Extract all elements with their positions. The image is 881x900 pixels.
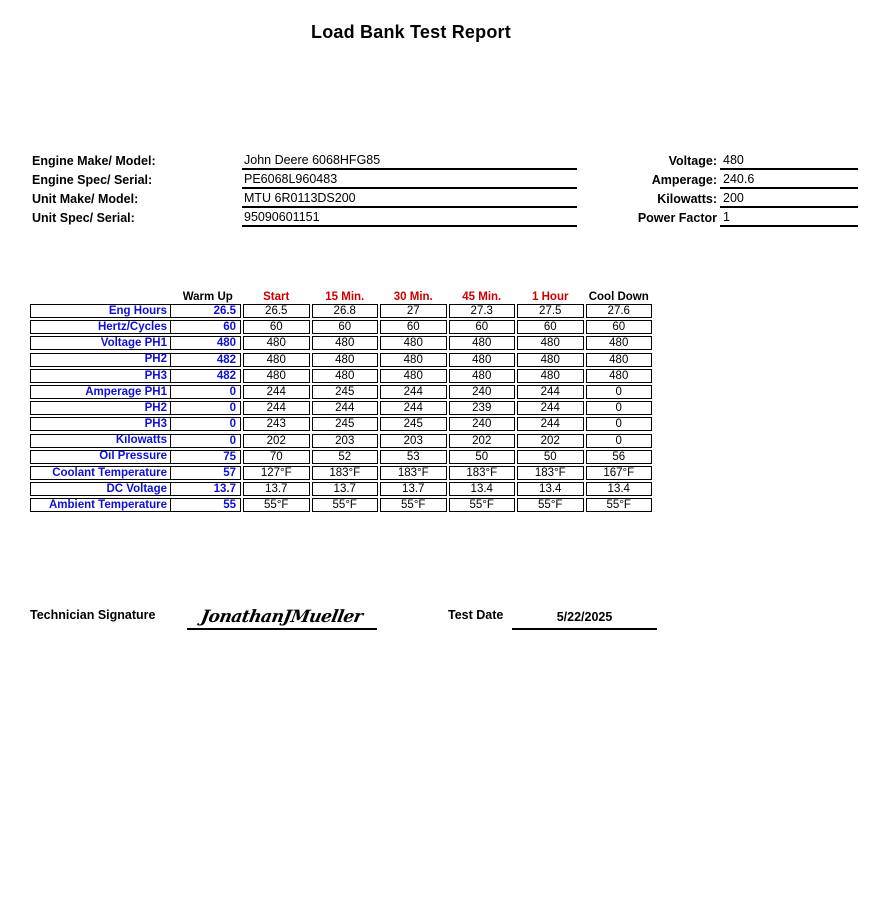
engine-spec-serial-value: PE6068L960483	[242, 171, 577, 189]
row-label-group	[30, 353, 241, 367]
warm-up-cell: 60	[223, 321, 236, 334]
cell-30-min-: 13.7	[380, 482, 447, 496]
unit-make-model-label: Unit Make/ Model:	[32, 192, 139, 206]
kilowatts-value: 200	[720, 190, 858, 208]
technician-signature-value: JonathanJMueller	[199, 607, 365, 627]
power-factor-value: 1	[720, 209, 858, 227]
cell-45-min-: 480	[449, 336, 516, 350]
table-row	[30, 434, 655, 448]
table-row	[30, 304, 655, 318]
cell-cool-down: 0	[586, 401, 653, 415]
row-label: PH3	[31, 418, 171, 430]
electrical-fields	[580, 152, 858, 228]
cell-15-min-: 244	[312, 401, 379, 415]
row-label: PH2	[31, 402, 171, 414]
cell-30-min-: 480	[380, 369, 447, 383]
cell-start: 243	[243, 417, 310, 431]
engine-spec-serial-label: Engine Spec/ Serial:	[32, 173, 153, 187]
field-row	[580, 190, 858, 209]
cell-cool-down: 480	[586, 353, 653, 367]
cell-30-min-: 244	[380, 385, 447, 399]
warm-up-cell: 13.7	[213, 483, 236, 496]
cell-15-min-: 13.7	[312, 482, 379, 496]
row-label: Voltage PH1	[31, 337, 171, 349]
cell-1-hour: 183°F	[517, 466, 584, 480]
cell-cool-down: 55°F	[586, 498, 653, 512]
test-date-label: Test Date	[448, 608, 504, 622]
column-header-15-min-: 15 Min.	[325, 291, 365, 303]
test-date-line	[512, 598, 657, 630]
cell-1-hour: 480	[517, 369, 584, 383]
field-row	[580, 152, 858, 171]
warm-up-cell: 55	[223, 499, 236, 512]
engine-unit-fields	[32, 152, 578, 228]
table-row	[30, 336, 655, 350]
cell-cool-down: 27.6	[586, 304, 653, 318]
amperage-value: 240.6	[720, 171, 858, 189]
warm-up-cell: 480	[216, 337, 236, 350]
row-label-group	[30, 434, 241, 448]
cell-45-min-: 240	[449, 385, 516, 399]
row-label: Oil Pressure	[31, 451, 171, 463]
cell-start: 202	[243, 434, 310, 448]
cell-30-min-: 203	[380, 434, 447, 448]
test-date-value: 5/22/2025	[556, 610, 613, 624]
engine-make-model-label: Engine Make/ Model:	[32, 154, 156, 168]
warm-up-cell: 0	[229, 418, 236, 431]
table-row	[30, 417, 655, 431]
table-row	[30, 466, 655, 480]
cell-start: 244	[243, 385, 310, 399]
field-row	[32, 152, 578, 171]
row-label: Ambient Temperature	[31, 499, 171, 511]
column-header-warm-up: Warm Up	[182, 291, 233, 303]
cell-cool-down: 0	[586, 417, 653, 431]
row-label-group	[30, 482, 241, 496]
cell-45-min-: 480	[449, 353, 516, 367]
cell-45-min-: 50	[449, 450, 516, 464]
table-row	[30, 498, 655, 512]
row-label-group	[30, 498, 241, 512]
cell-start: 127°F	[243, 466, 310, 480]
signature-section	[30, 598, 858, 632]
load-bank-test-table	[30, 290, 655, 514]
cell-cool-down: 56	[586, 450, 653, 464]
cell-cool-down: 0	[586, 385, 653, 399]
cell-start: 13.7	[243, 482, 310, 496]
cell-start: 70	[243, 450, 310, 464]
cell-1-hour: 27.5	[517, 304, 584, 318]
cell-45-min-: 183°F	[449, 466, 516, 480]
cell-15-min-: 52	[312, 450, 379, 464]
field-row	[580, 171, 858, 190]
unit-spec-serial-value: 95090601151	[242, 209, 577, 227]
cell-1-hour: 244	[517, 417, 584, 431]
cell-15-min-: 480	[312, 336, 379, 350]
cell-45-min-: 202	[449, 434, 516, 448]
row-label: PH3	[31, 370, 171, 382]
cell-30-min-: 480	[380, 336, 447, 350]
column-header-start: Start	[263, 291, 290, 303]
cell-1-hour: 244	[517, 401, 584, 415]
row-label: Kilowatts	[31, 435, 171, 447]
row-label-group	[30, 304, 241, 318]
warm-up-cell: 482	[216, 353, 236, 366]
warm-up-cell: 0	[229, 434, 236, 447]
table-row	[30, 450, 655, 464]
cell-15-min-: 245	[312, 385, 379, 399]
unit-make-model-value: MTU 6R0113DS200	[242, 190, 577, 208]
cell-45-min-: 60	[449, 320, 516, 334]
cell-cool-down: 60	[586, 320, 653, 334]
cell-1-hour: 13.4	[517, 482, 584, 496]
row-label-group	[30, 369, 241, 383]
cell-45-min-: 27.3	[449, 304, 516, 318]
cell-15-min-: 55°F	[312, 498, 379, 512]
table-row	[30, 482, 655, 496]
table-body	[30, 304, 655, 512]
field-row	[32, 190, 578, 209]
engine-make-model-value: John Deere 6068HFG85	[242, 152, 577, 170]
row-label-group	[30, 450, 241, 464]
field-row	[580, 209, 858, 228]
cell-cool-down: 13.4	[586, 482, 653, 496]
cell-start: 244	[243, 401, 310, 415]
cell-1-hour: 480	[517, 353, 584, 367]
technician-signature-label: Technician Signature	[30, 608, 156, 622]
cell-1-hour: 50	[517, 450, 584, 464]
cell-45-min-: 55°F	[449, 498, 516, 512]
cell-30-min-: 53	[380, 450, 447, 464]
cell-30-min-: 245	[380, 417, 447, 431]
cell-45-min-: 13.4	[449, 482, 516, 496]
table-header-row	[30, 290, 655, 303]
cell-30-min-: 244	[380, 401, 447, 415]
row-label-group	[30, 466, 241, 480]
cell-15-min-: 480	[312, 369, 379, 383]
cell-start: 480	[243, 369, 310, 383]
row-label: Coolant Temperature	[31, 467, 171, 479]
warm-up-cell: 75	[223, 450, 236, 463]
row-label-group	[30, 417, 241, 431]
cell-start: 55°F	[243, 498, 310, 512]
warm-up-cell: 26.5	[213, 305, 236, 317]
cell-30-min-: 27	[380, 304, 447, 318]
cell-45-min-: 240	[449, 417, 516, 431]
voltage-label: Voltage:	[668, 154, 717, 168]
row-label: PH2	[31, 354, 171, 366]
table-row	[30, 401, 655, 415]
warm-up-cell: 57	[223, 466, 236, 479]
column-header-cool-down: Cool Down	[588, 291, 649, 303]
cell-1-hour: 480	[517, 336, 584, 350]
row-label-group	[30, 320, 241, 334]
cell-45-min-: 239	[449, 401, 516, 415]
field-row	[32, 209, 578, 228]
table-row	[30, 369, 655, 383]
table-row	[30, 353, 655, 367]
column-header-30-min-: 30 Min.	[393, 291, 433, 303]
cell-start: 26.5	[243, 304, 310, 318]
row-label: Hertz/Cycles	[31, 321, 171, 333]
field-row	[32, 171, 578, 190]
power-factor-label: Power Factor	[637, 211, 717, 225]
cell-15-min-: 203	[312, 434, 379, 448]
cell-cool-down: 167°F	[586, 466, 653, 480]
cell-15-min-: 480	[312, 353, 379, 367]
cell-1-hour: 202	[517, 434, 584, 448]
cell-15-min-: 26.8	[312, 304, 379, 318]
kilowatts-label: Kilowatts:	[657, 192, 717, 206]
cell-cool-down: 480	[586, 369, 653, 383]
cell-cool-down: 0	[586, 434, 653, 448]
cell-1-hour: 60	[517, 320, 584, 334]
warm-up-cell: 0	[229, 402, 236, 415]
cell-30-min-: 480	[380, 353, 447, 367]
row-label-group	[30, 336, 241, 350]
cell-30-min-: 55°F	[380, 498, 447, 512]
cell-30-min-: 60	[380, 320, 447, 334]
cell-15-min-: 245	[312, 417, 379, 431]
cell-15-min-: 183°F	[312, 466, 379, 480]
row-label: Eng Hours	[31, 305, 171, 317]
page-title: Load Bank Test Report	[311, 22, 511, 42]
voltage-value: 480	[720, 152, 858, 170]
cell-start: 480	[243, 336, 310, 350]
cell-1-hour: 244	[517, 385, 584, 399]
amperage-label: Amperage:	[651, 173, 717, 187]
row-label: DC Voltage	[31, 483, 171, 495]
column-header-1-hour: 1 Hour	[532, 291, 569, 303]
cell-cool-down: 480	[586, 336, 653, 350]
cell-1-hour: 55°F	[517, 498, 584, 512]
table-row	[30, 385, 655, 399]
cell-45-min-: 480	[449, 369, 516, 383]
table-row	[30, 320, 655, 334]
warm-up-cell: 482	[216, 369, 236, 382]
signature-line	[187, 598, 377, 630]
cell-15-min-: 60	[312, 320, 379, 334]
cell-30-min-: 183°F	[380, 466, 447, 480]
warm-up-cell: 0	[229, 385, 236, 398]
row-label: Amperage PH1	[31, 386, 171, 398]
column-header-45-min-: 45 Min.	[462, 291, 502, 303]
unit-spec-serial-label: Unit Spec/ Serial:	[32, 211, 135, 225]
cell-start: 60	[243, 320, 310, 334]
row-label-group	[30, 385, 241, 399]
cell-start: 480	[243, 353, 310, 367]
row-label-group	[30, 401, 241, 415]
